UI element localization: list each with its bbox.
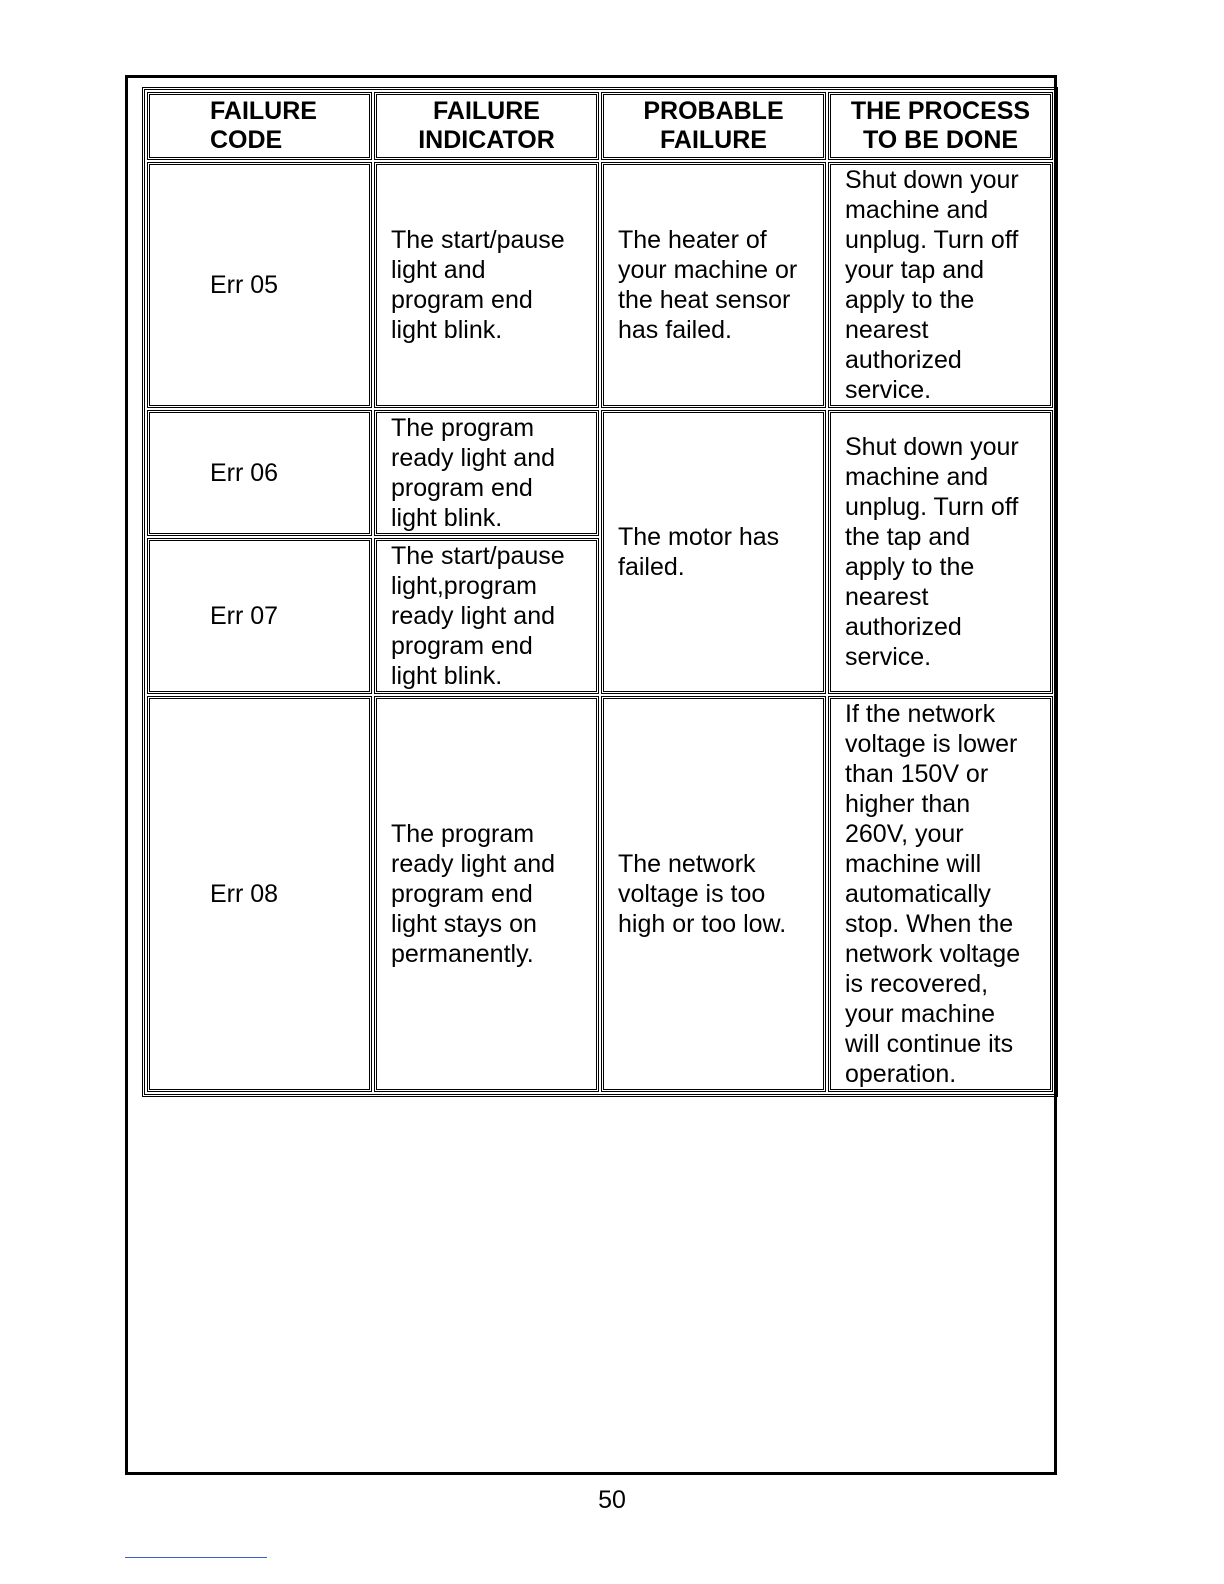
- footer-rule: [125, 1557, 267, 1558]
- page-number: 50: [598, 1486, 626, 1514]
- failure-code-cell: Err 07: [147, 538, 372, 694]
- probable-failure-cell: The heater of your machine or the heat sensor has failed.: [601, 162, 826, 408]
- failure-indicator-cell: The program ready light and program end light stays on permanently.: [374, 696, 599, 1092]
- header-failure-code: FAILURE CODE: [147, 92, 372, 160]
- process-cell: Shut down your machine and unplug. Turn off the tap and apply to the nearest authorized service.: [828, 410, 1053, 694]
- process-cell: Shut down your machine and unplug. Turn off your tap and apply to the nearest authorized service.: [828, 162, 1053, 408]
- failure-code-cell: Err 06: [147, 410, 372, 536]
- table-row-err06: [147, 410, 1053, 536]
- failure-code-cell: Err 05: [147, 162, 372, 408]
- table-row-err08: [147, 696, 1053, 1092]
- probable-failure-cell: The motor has failed.: [601, 410, 826, 694]
- failure-code-table: [142, 87, 1058, 1097]
- failure-indicator-cell: The start/pause light and program end light blink.: [374, 162, 599, 408]
- header-probable-failure: PROBABLE FAILURE: [601, 92, 826, 160]
- probable-failure-cell: The network voltage is too high or too low.: [601, 696, 826, 1092]
- failure-indicator-cell: The start/pause light,program ready light and program end light blink.: [374, 538, 599, 694]
- header-process: THE PROCESS TO BE DONE: [828, 92, 1053, 160]
- table-header-row: [147, 92, 1053, 160]
- failure-code-cell: Err 08: [147, 696, 372, 1092]
- header-failure-indicator: FAILURE INDICATOR: [374, 92, 599, 160]
- failure-indicator-cell: The program ready light and program end light blink.: [374, 410, 599, 536]
- process-cell: If the network voltage is lower than 150V or higher than 260V, your machine will automatically stop. When the network voltage is recovered, your machine will continue its operation.: [828, 696, 1053, 1092]
- table-row-err05: [147, 162, 1053, 408]
